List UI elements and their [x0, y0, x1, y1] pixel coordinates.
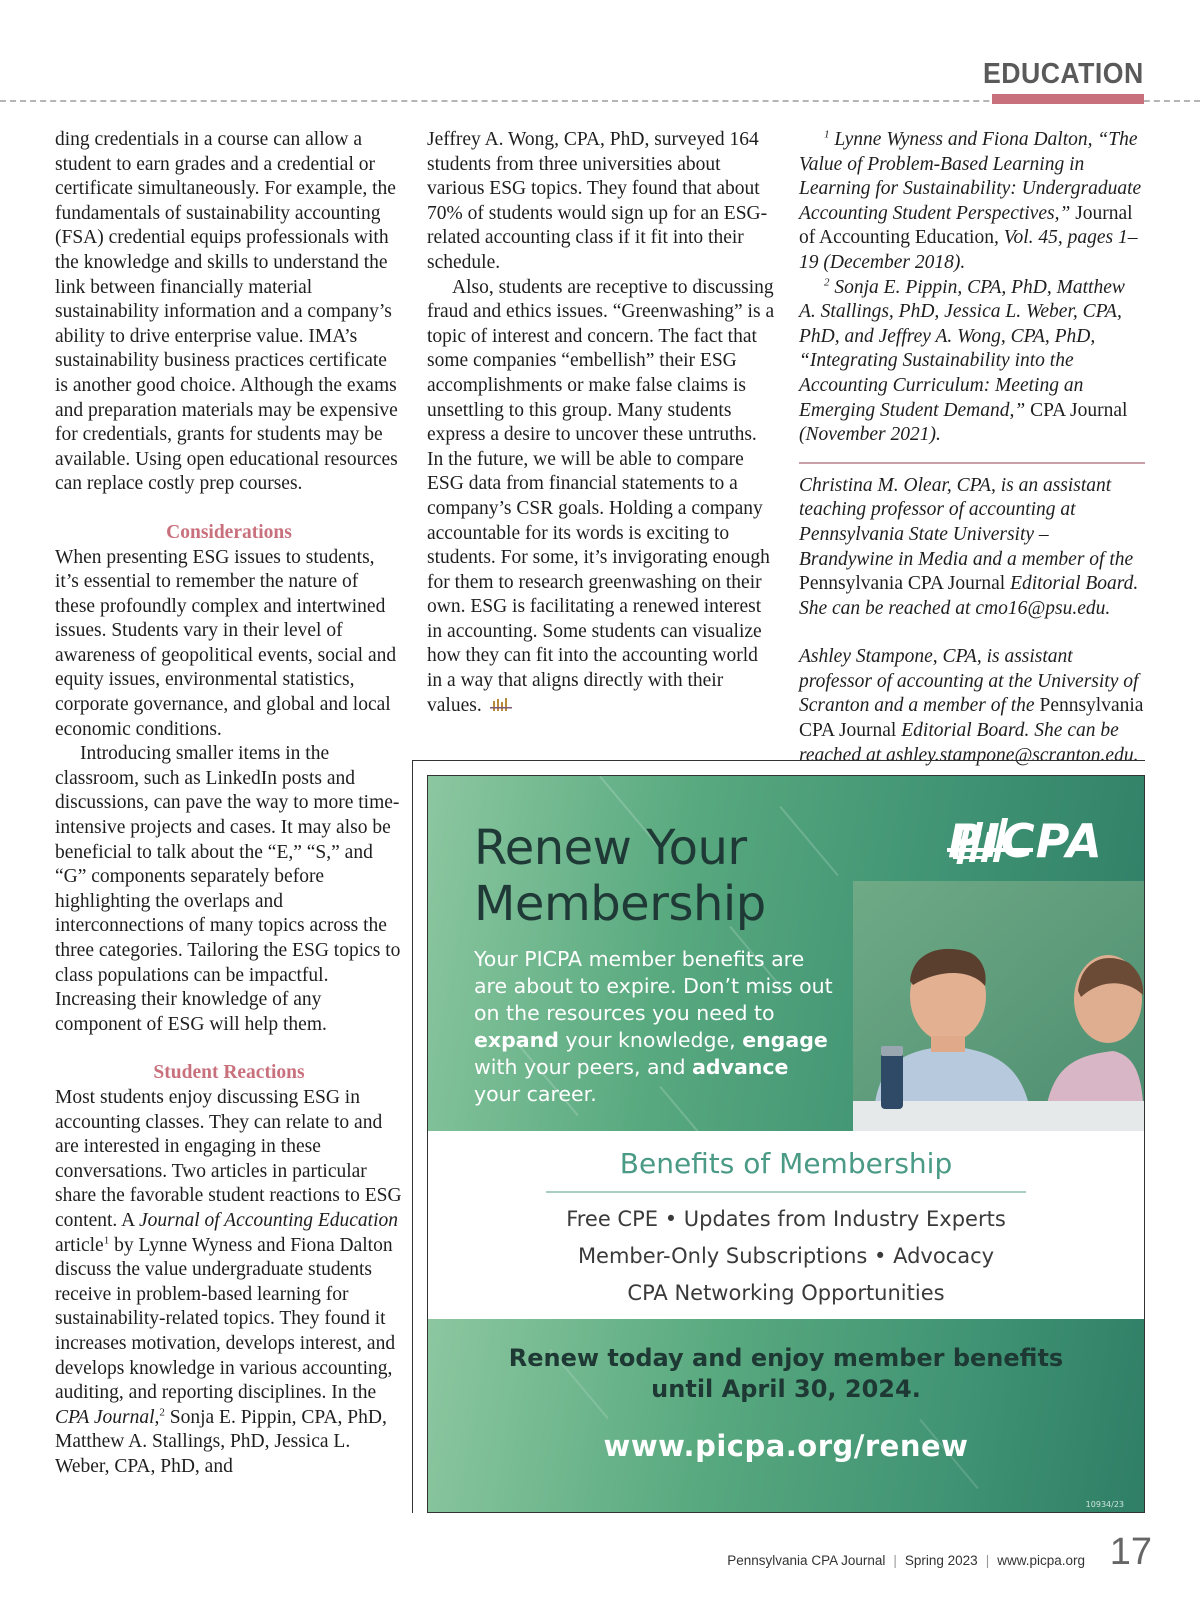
footnote-ref: 1 [103, 1234, 110, 1247]
picpa-end-mark-icon [490, 697, 512, 713]
author-bio-stampone: Ashley Stampone, CPA, is assistant professor of accounting at the University of Scranton and a member of the Pennsylvania CPA Journal Editorial Board. She can be reached at ashley.stampone@scranton.edu. [799, 646, 1144, 766]
ad-cta-panel [428, 1319, 1144, 1512]
article-column-2 [427, 128, 777, 718]
benefits-title: Benefits of Membership [619, 1147, 953, 1180]
page-number: 17 [1109, 1531, 1152, 1573]
paragraph: Most students enjoy discussing ESG in accounting classes. They can relate to and are interested in engaging in these conversations. Two articles in particular share the favorable student reactions to ESG content. A Journal of Accounting Education article$^1$ by Lynne Wyness and Fiona Dalton discuss the value undergraduate students receive in problem-based learning for sustainability-related topics. They found it increases motivation, develops interest, and develops knowledge in various accounting, auditing, and reporting disciplines. In the CPA Journal,$^2$ Sonja E. Pippin, CPA, PhD, Matthew A. Stallings, PhD, Jessica L. Weber, CPA, PhD, and [55, 1086, 402, 1477]
subheading-considerations: Considerations [166, 521, 292, 543]
ad-title: Renew Your Membership [474, 820, 766, 932]
ad-call-to-action: Renew today and enjoy member benefits until April 30, 2024. [508, 1344, 1064, 1403]
paragraph: Jeffrey A. Wong, CPA, PhD, surveyed 164 students from three universities about various ESG topics. They found that about 70% of students would sign up for an ESG-related accounting class if it fit into their schedule. [427, 129, 768, 273]
footer-issue: Spring 2023 [904, 1553, 978, 1568]
paragraph: Introducing smaller items in the classroom, such as LinkedIn posts and discussions, can pave the way to more time-intensive projects and cases. It may also be beneficial to talk about the “E,” “S,” and “G” components separately before highlighting the overlaps and interconnections of many topics across the three categories. Tailoring the ESG topics to class populations can be impactful. Increasing their knowledge of any component of ESG will help them. [55, 743, 401, 1035]
page-footer: Pennsylvania CPA Journal | Spring 2023 | www.picpa.org [727, 1553, 1085, 1568]
footer-journal: Pennsylvania CPA Journal [727, 1553, 886, 1568]
paragraph: ding credentials in a course can allow a student to earn grades and a credential or certificate simultaneously. For example, the fundamentals of sustainability accounting (FSA) credential equips professionals with the knowledge and skills to understand the link between financially material sustainability information and a company’s ability to drive enterprise value. IMA’s sustainability business practices certificate is another good choice. Although the exams and preparation materials may be expensive for credentials, grants for students may be available. Using open educational resources can replace costly prep courses. [55, 129, 398, 495]
renew-link[interactable]: www.picpa.org/renew [603, 1429, 969, 1463]
author-bio-olear: Christina M. Olear, CPA, is an assistant teaching professor of accounting at Pennsylvania State University – Brandywine in Media and a member of the Pennsylvania CPA Journal Editorial Board. She can be reached at cmo16@psu.edu. [799, 474, 1139, 619]
paragraph: Also, students are receptive to discussing fraud and ethics issues. “Greenwashing” is a topic of interest and concern. The fact that some companies “embellish” their ESG accomplishments or make false claims is unsettling to this group. Many students express a desire to uncover these untruths. In the future, we will be able to compare ESG data from financial statements to a company’s CSR goals. Holding a company accountable for its words is exciting to students. For some, it’s invigorating enough for them to research greenwashing on their own. ESG is facilitating a renewed interest in accounting. Some students can visualize how they can fit into the accounting world in a way that aligns directly with their values. [427, 276, 775, 716]
ad-code: 10934/23 [1085, 1500, 1124, 1509]
picpa-logo-text: PICPA [948, 814, 1103, 868]
footnote-ref: 2 [159, 1406, 165, 1419]
paragraph: When presenting ESG issues to students, it’s essential to remember the nature of these profoundly complex and intertwined issues. Students vary in their level of awareness of geopolitical events, social and equity issues, environmental statistics, corporate governance, and global and local economic conditions. [55, 546, 397, 740]
benefits-line-1: Free CPE • Updates from Industry Experts [566, 1207, 1006, 1231]
footnote-divider [799, 462, 1145, 464]
footnote-1: $^1$ Lynne Wyness and Fiona Dalton, “The Value of Problem-Based Learning in Learning for Sustainability: Undergraduate Accounting Student Perspectives,” Journal of Accounting Education, Vol. 45, pages 1–19 (December 2018). [799, 128, 1142, 273]
author-bios [799, 474, 1145, 769]
ad-hero [428, 776, 1144, 1131]
article-column-3 [799, 128, 1145, 768]
footnotes [799, 128, 1145, 448]
section-accent-bar [992, 94, 1144, 104]
benefits-rule [546, 1191, 1026, 1193]
footer-site-link[interactable]: www.picpa.org [997, 1553, 1085, 1568]
section-label: EDUCATION [983, 58, 1144, 90]
footnote-2: $^2$ Sonja E. Pippin, CPA, PhD, Matthew A. Stallings, PhD, Jessica L. Weber, CPA, PhD, and Jeffrey A. Wong, CPA, PhD, “Integrating Sustainability into the Accounting Curriculum: Meeting an Emerging Student Demand,” CPA Journal (November 2021). [799, 276, 1128, 446]
benefits-line-2: Member-Only Subscriptions • Advocacy [577, 1244, 995, 1268]
ad-benefits [428, 1131, 1144, 1319]
ad-body-text: Your PICPA member benefits are are about to expire. Don’t miss out on the resources you need to expand your knowledge, engage with your peers, and advance your career. [474, 947, 833, 1106]
members-photo [853, 881, 1144, 1131]
article-column-1 [55, 128, 403, 1479]
renew-membership-ad[interactable] [427, 775, 1145, 1513]
benefits-line-3: CPA Networking Opportunities [627, 1281, 945, 1305]
subheading-student-reactions: Student Reactions [153, 1062, 305, 1084]
